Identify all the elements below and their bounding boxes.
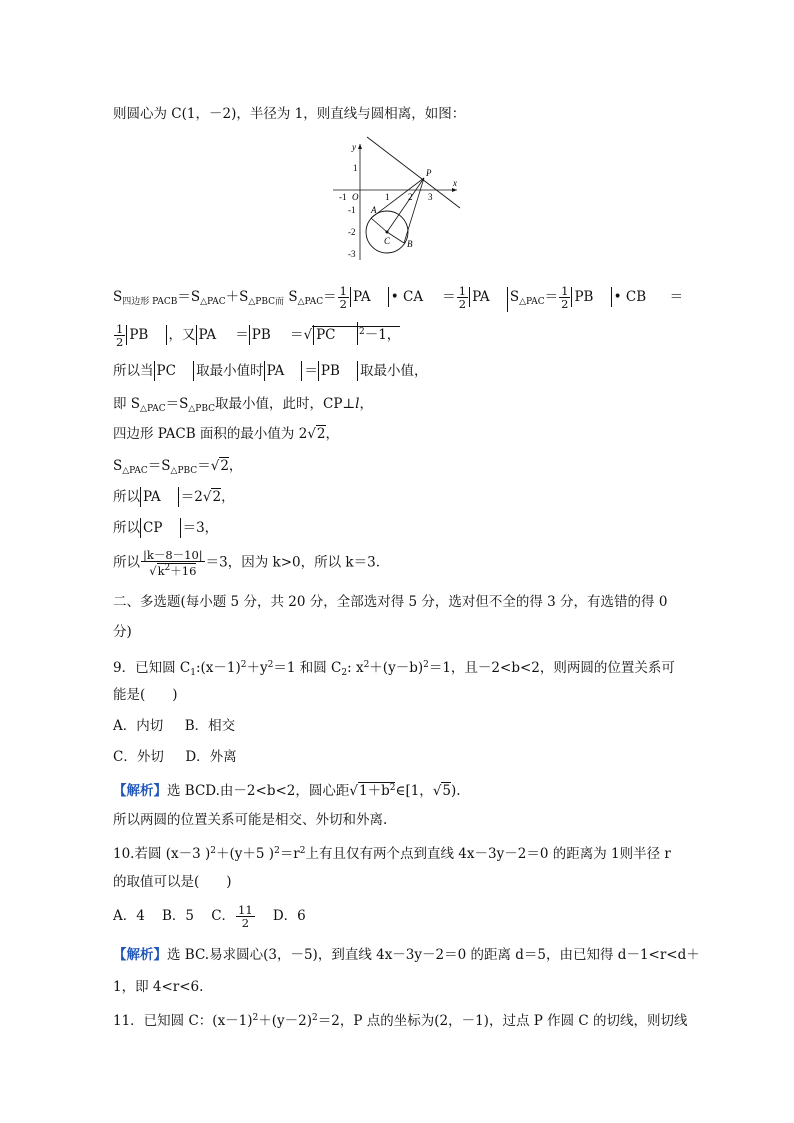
tangent-pa [371, 178, 424, 218]
tangent-pb [404, 178, 424, 243]
section2-heading: 二、多选题(每小题 5 分，共 20 分，全部选对得 5 分，选对但不全的得 3 分，有选错的得 0 [113, 594, 668, 610]
line-2: $\frac{1}{2}$ PB ，又 PA ＝ PB ＝√ PC $^2$－1， [116, 322, 401, 349]
label-x2: 2 [408, 192, 413, 202]
q10-stem: 10.若圆 (x－3 )$^2$＋(y＋5 )$^2=r^2$上有且仅有两个点到直线 4x－3y－2＝0 的距离为 1则半径 r [113, 846, 671, 862]
q9-answer: 【解析】选 BCD.由－2<b<2，圆心距$√1+b^2\in[1$，√5). [113, 783, 461, 799]
radius-ca [371, 218, 387, 232]
q10-stem-cont: 的取值可以是( ) [113, 874, 232, 890]
label-y1: 1 [353, 163, 358, 173]
line-6: $S_{\triangle PAC}=S_{\triangle PBC}=√2$， [113, 458, 243, 476]
x-axis-arrow [452, 188, 457, 192]
q10-answer: 【解析】选 BC.易求圆心(3，－5)，到直线 4x－3y－2＝0 的距离 d＝5，由已知得 d－1<r<d＋ [113, 947, 700, 963]
circle-tangent-figure [331, 136, 465, 262]
label-y-neg2: -2 [348, 227, 356, 237]
q11-stem: 11．已知圆 C：$(x-1)^2+(y-2)^2=2$，P 点的坐标为(2，－1)，过点 P 作圆 C 的切线，则切线 [113, 1013, 688, 1029]
intro-text: 则圆心为 C(1，－2)，半径为 1，则直线与圆相离，如图： [113, 106, 466, 122]
q10-answer-cont: 1，即 4<r<6. [113, 979, 204, 995]
label-x: x [453, 178, 457, 188]
q9-options-ab: A．内切 B．相交 [113, 718, 236, 734]
q9-answer-cont: 所以两圆的位置关系可能是相交、外切和外离. [113, 812, 388, 828]
label-b: B [407, 239, 413, 249]
line-7: 所以 PA ＝2√2， [113, 489, 235, 505]
q10-options: A．4 B．5 C． $\frac{11}{2}$ D．6 [113, 903, 306, 930]
line-4: 即 $S_{\triangle PAC}=S_{\triangle PBC}$取最小值，此时，CP⊥l， [113, 396, 373, 414]
label-x3: 3 [428, 192, 433, 202]
q9-options-cd: C．外切 D．外离 [113, 749, 237, 765]
y-axis-arrow [358, 144, 362, 149]
label-x1: 1 [385, 192, 390, 202]
label-p: P [426, 168, 432, 178]
line-l [367, 137, 460, 208]
area-line: $S_{四边形 PACB}=S_{\triangle PAC}+S_{\triangle PBC而}$ $S_{\triangle PAC}=$ $\frac{1}{2}$ PA • CA ＝ $\frac{1}{2}$ PA $S_{\triangle PAC}=$ $\frac{1}{2}$ PB • CB ＝ [113, 284, 684, 311]
label-y-neg3: -3 [348, 249, 356, 259]
segment-pc [387, 178, 424, 232]
center-dot [386, 231, 389, 234]
label-origin: O [352, 192, 359, 202]
label-c: C [384, 236, 391, 246]
line-3: 所以当 PC 取最小值时 PA ＝ PB 取最小值， [113, 363, 428, 379]
label-a: A [371, 205, 377, 215]
label-x-neg1: -1 [339, 192, 347, 202]
section2-heading-cont: 分) [113, 624, 132, 640]
line-5: 四边形 PACB 面积的最小值为 2√2， [113, 426, 340, 442]
q9-stem-cont: 能是( ) [113, 687, 178, 703]
label-y: y [352, 142, 356, 152]
line-9: 所以 $\frac{|k-8-10|}{√k^2+16}$ ＝3，因为 k>0，所以 k＝3. [113, 548, 380, 578]
q9-stem: 9．已知圆 $C_1:(x-1)^2+y^2=1$ 和圆 $C_2$: $x^2+(y-b)^2=1$，且－2<b<2，则两圆的位置关系可 [113, 660, 675, 678]
line-8: 所以 CP ＝3， [113, 520, 219, 536]
label-y-neg1: -1 [348, 205, 356, 215]
